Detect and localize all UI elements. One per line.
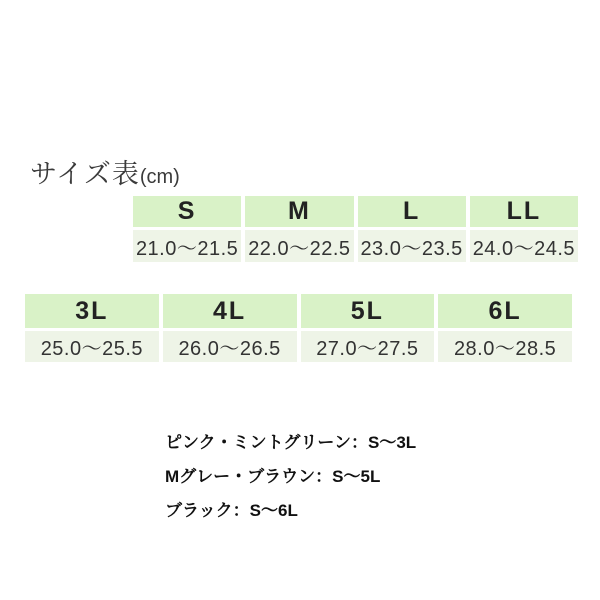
size-header-4l: 4L bbox=[163, 294, 297, 328]
size-range-ll: 24.0～24.5 bbox=[470, 230, 578, 262]
size-range-5l: 27.0～27.5 bbox=[301, 331, 435, 362]
size-header-ll: LL bbox=[470, 196, 578, 227]
size-table-large bbox=[25, 294, 572, 362]
size-header-m: M bbox=[245, 196, 353, 227]
page-title-unit: (cm) bbox=[139, 166, 180, 188]
page-title-text: サイズ表 bbox=[30, 159, 140, 189]
size-range-s: 21.0～21.5 bbox=[133, 230, 241, 262]
size-header-3l: 3L bbox=[25, 294, 159, 328]
size-header-6l: 6L bbox=[438, 294, 572, 328]
size-range-l: 23.0～23.5 bbox=[358, 230, 466, 262]
note-pink-mintgreen: ピンク・ミントグリーン：S～3L bbox=[165, 433, 417, 452]
size-header-s: S bbox=[133, 196, 241, 227]
note-black: ブラック：S～6L bbox=[165, 501, 298, 520]
size-table-standard-header-row bbox=[133, 196, 578, 227]
note-mgray-brown: Mグレー・ブラウン：S～5L bbox=[165, 467, 381, 486]
size-table-standard-value-row bbox=[133, 230, 578, 262]
size-header-l: L bbox=[358, 196, 466, 227]
size-header-5l: 5L bbox=[301, 294, 435, 328]
page-title bbox=[30, 152, 180, 191]
size-table-large-value-row bbox=[25, 331, 572, 362]
size-range-3l: 25.0～25.5 bbox=[25, 331, 159, 362]
size-table-standard bbox=[133, 196, 578, 262]
size-range-6l: 28.0～28.5 bbox=[438, 331, 572, 362]
size-range-4l: 26.0～26.5 bbox=[163, 331, 297, 362]
size-table-large-header-row bbox=[25, 294, 572, 328]
size-range-m: 22.0～22.5 bbox=[245, 230, 353, 262]
color-availability-notes bbox=[165, 433, 416, 535]
